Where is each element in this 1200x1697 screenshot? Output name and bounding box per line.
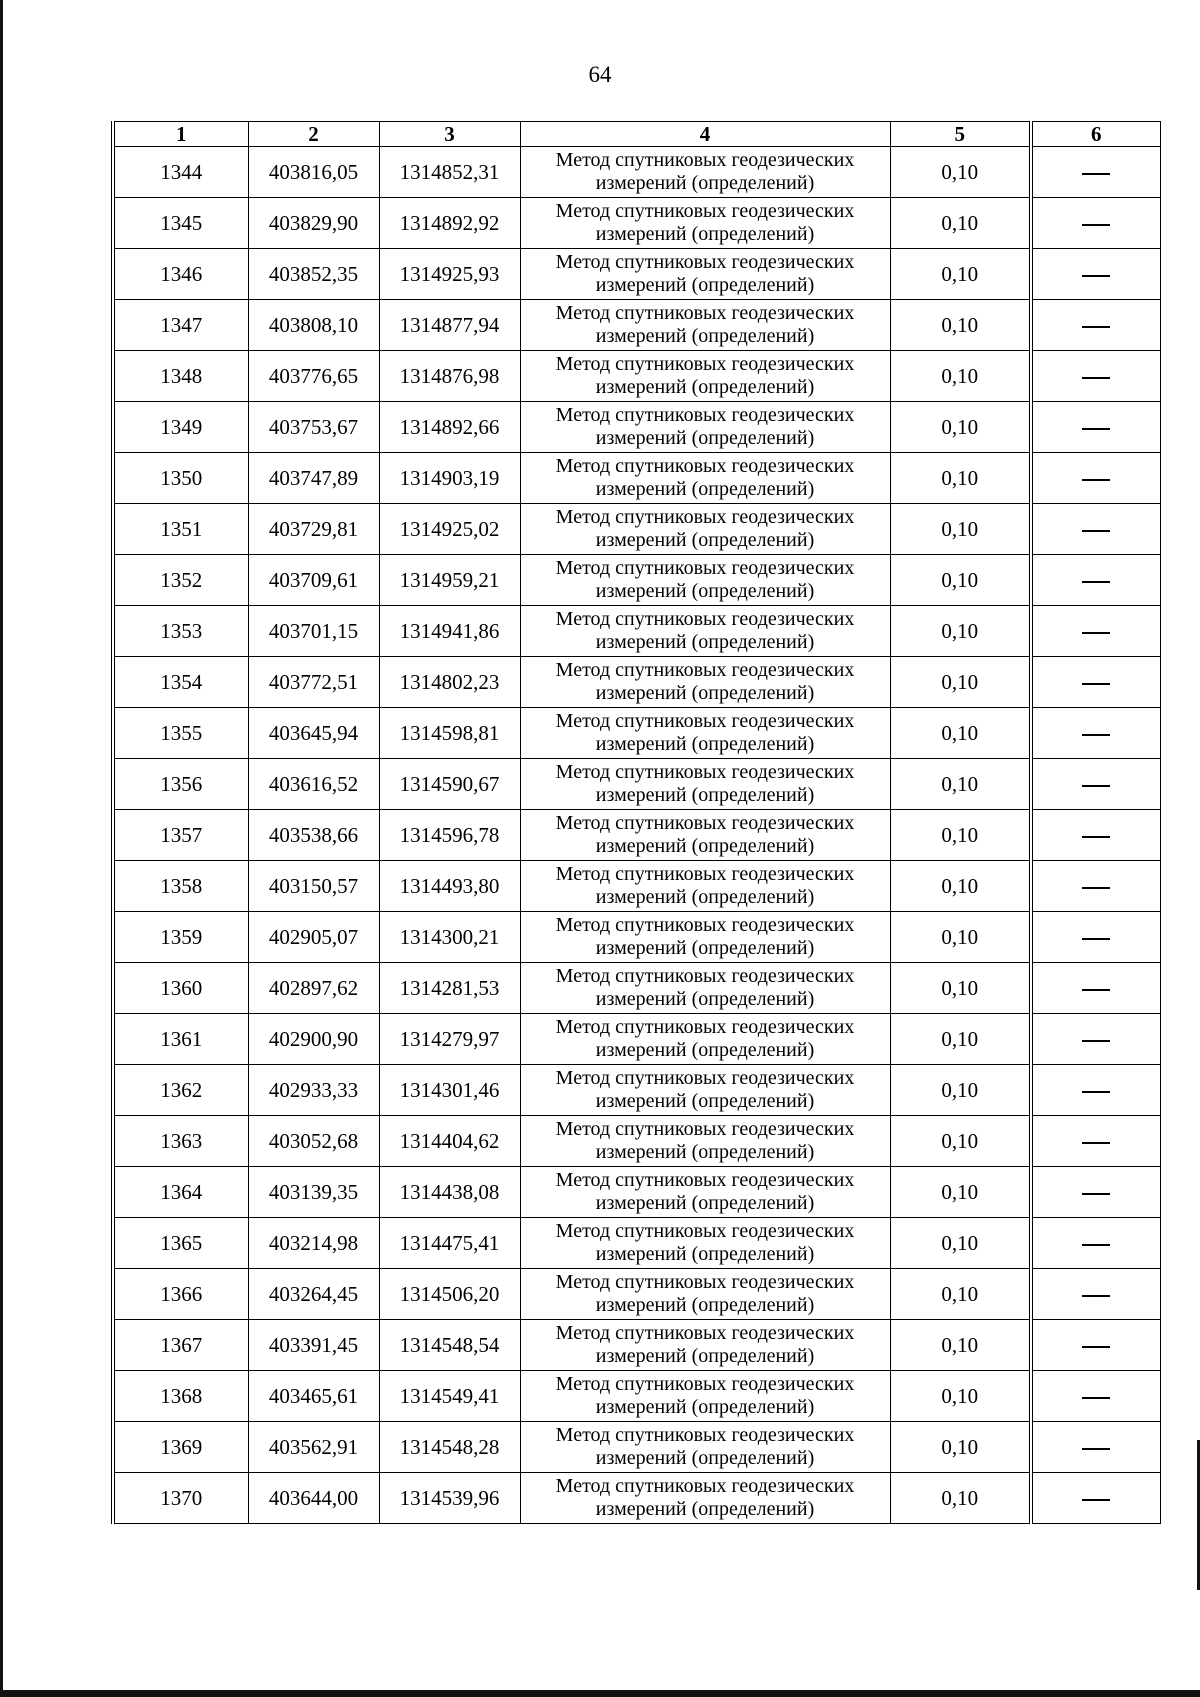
cell-coordinate-y: 1314493,80 xyxy=(379,861,520,912)
dash-mark xyxy=(1082,785,1110,787)
cell-point-number: 1353 xyxy=(113,606,248,657)
cell-note xyxy=(1031,147,1160,198)
dash-mark xyxy=(1082,887,1110,889)
cell-point-number: 1349 xyxy=(113,402,248,453)
cell-method: Метод спутниковых геодезических измерений (определений) xyxy=(520,1218,890,1269)
cell-accuracy: 0,10 xyxy=(890,1065,1031,1116)
cell-accuracy: 0,10 xyxy=(890,1371,1031,1422)
cell-accuracy: 0,10 xyxy=(890,351,1031,402)
cell-method: Метод спутниковых геодезических измерений (определений) xyxy=(520,504,890,555)
cell-note xyxy=(1031,1014,1160,1065)
cell-coordinate-y: 1314959,21 xyxy=(379,555,520,606)
table-row xyxy=(113,1014,1160,1065)
cell-point-number: 1364 xyxy=(113,1167,248,1218)
cell-coordinate-x: 403747,89 xyxy=(248,453,379,504)
cell-point-number: 1347 xyxy=(113,300,248,351)
cell-method: Метод спутниковых геодезических измерений (определений) xyxy=(520,402,890,453)
cell-accuracy: 0,10 xyxy=(890,963,1031,1014)
cell-coordinate-x: 403150,57 xyxy=(248,861,379,912)
table-row xyxy=(113,1473,1160,1524)
cell-method: Метод спутниковых геодезических измерений (определений) xyxy=(520,1320,890,1371)
cell-accuracy: 0,10 xyxy=(890,1422,1031,1473)
scan-edge-bottom xyxy=(0,1690,1200,1697)
page-number: 64 xyxy=(588,62,612,87)
cell-point-number: 1369 xyxy=(113,1422,248,1473)
cell-coordinate-y: 1314548,54 xyxy=(379,1320,520,1371)
table-row xyxy=(113,657,1160,708)
cell-coordinate-y: 1314539,96 xyxy=(379,1473,520,1524)
cell-accuracy: 0,10 xyxy=(890,147,1031,198)
cell-point-number: 1352 xyxy=(113,555,248,606)
cell-method: Метод спутниковых геодезических измерений (определений) xyxy=(520,912,890,963)
cell-accuracy: 0,10 xyxy=(890,1269,1031,1320)
cell-accuracy: 0,10 xyxy=(890,1014,1031,1065)
cell-method: Метод спутниковых геодезических измерений (определений) xyxy=(520,708,890,759)
cell-method: Метод спутниковых геодезических измерений (определений) xyxy=(520,657,890,708)
cell-point-number: 1360 xyxy=(113,963,248,1014)
dash-mark xyxy=(1082,1193,1110,1195)
cell-point-number: 1358 xyxy=(113,861,248,912)
cell-accuracy: 0,10 xyxy=(890,810,1031,861)
cell-point-number: 1356 xyxy=(113,759,248,810)
cell-coordinate-x: 403816,05 xyxy=(248,147,379,198)
coordinates-table xyxy=(111,121,1161,1524)
table-row xyxy=(113,402,1160,453)
cell-coordinate-x: 403264,45 xyxy=(248,1269,379,1320)
cell-accuracy: 0,10 xyxy=(890,453,1031,504)
cell-coordinate-y: 1314548,28 xyxy=(379,1422,520,1473)
cell-coordinate-y: 1314301,46 xyxy=(379,1065,520,1116)
cell-coordinate-x: 403052,68 xyxy=(248,1116,379,1167)
dash-mark xyxy=(1082,938,1110,940)
cell-point-number: 1370 xyxy=(113,1473,248,1524)
cell-coordinate-x: 403645,94 xyxy=(248,708,379,759)
cell-coordinate-y: 1314475,41 xyxy=(379,1218,520,1269)
cell-method: Метод спутниковых геодезических измерений (определений) xyxy=(520,300,890,351)
table-row xyxy=(113,147,1160,198)
cell-note xyxy=(1031,300,1160,351)
dash-mark xyxy=(1082,632,1110,634)
cell-note xyxy=(1031,351,1160,402)
cell-coordinate-y: 1314925,93 xyxy=(379,249,520,300)
cell-note xyxy=(1031,657,1160,708)
cell-accuracy: 0,10 xyxy=(890,1473,1031,1524)
cell-method: Метод спутниковых геодезических измерений (определений) xyxy=(520,1167,890,1218)
cell-accuracy: 0,10 xyxy=(890,1167,1031,1218)
dash-mark xyxy=(1082,377,1110,379)
cell-note xyxy=(1031,1269,1160,1320)
cell-point-number: 1363 xyxy=(113,1116,248,1167)
cell-method: Метод спутниковых геодезических измерений (определений) xyxy=(520,555,890,606)
dash-mark xyxy=(1082,275,1110,277)
cell-coordinate-y: 1314300,21 xyxy=(379,912,520,963)
cell-coordinate-y: 1314877,94 xyxy=(379,300,520,351)
cell-coordinate-y: 1314438,08 xyxy=(379,1167,520,1218)
cell-accuracy: 0,10 xyxy=(890,1116,1031,1167)
cell-point-number: 1361 xyxy=(113,1014,248,1065)
cell-point-number: 1345 xyxy=(113,198,248,249)
cell-coordinate-y: 1314596,78 xyxy=(379,810,520,861)
cell-method: Метод спутниковых геодезических измерений (определений) xyxy=(520,198,890,249)
cell-point-number: 1344 xyxy=(113,147,248,198)
cell-method: Метод спутниковых геодезических измерений (определений) xyxy=(520,1371,890,1422)
cell-coordinate-x: 403772,51 xyxy=(248,657,379,708)
cell-accuracy: 0,10 xyxy=(890,504,1031,555)
dash-mark xyxy=(1082,1448,1110,1450)
cell-method: Метод спутниковых геодезических измерений (определений) xyxy=(520,351,890,402)
cell-coordinate-x: 403562,91 xyxy=(248,1422,379,1473)
cell-method: Метод спутниковых геодезических измерений (определений) xyxy=(520,606,890,657)
cell-point-number: 1348 xyxy=(113,351,248,402)
cell-accuracy: 0,10 xyxy=(890,912,1031,963)
dash-mark xyxy=(1082,224,1110,226)
table-row xyxy=(113,300,1160,351)
table-row xyxy=(113,555,1160,606)
cell-note xyxy=(1031,198,1160,249)
cell-coordinate-x: 403808,10 xyxy=(248,300,379,351)
cell-coordinate-y: 1314892,66 xyxy=(379,402,520,453)
dash-mark xyxy=(1082,1295,1110,1297)
cell-method: Метод спутниковых геодезических измерений (определений) xyxy=(520,759,890,810)
cell-coordinate-x: 403709,61 xyxy=(248,555,379,606)
table-row xyxy=(113,1269,1160,1320)
cell-coordinate-y: 1314941,86 xyxy=(379,606,520,657)
cell-point-number: 1365 xyxy=(113,1218,248,1269)
cell-note xyxy=(1031,759,1160,810)
table-row xyxy=(113,759,1160,810)
table-row xyxy=(113,351,1160,402)
cell-coordinate-x: 403776,65 xyxy=(248,351,379,402)
cell-note xyxy=(1031,249,1160,300)
cell-note xyxy=(1031,1320,1160,1371)
cell-method: Метод спутниковых геодезических измерений (определений) xyxy=(520,147,890,198)
header-col-2: 2 xyxy=(248,122,379,147)
dash-mark xyxy=(1082,1244,1110,1246)
table-row xyxy=(113,1218,1160,1269)
cell-accuracy: 0,10 xyxy=(890,249,1031,300)
cell-coordinate-y: 1314404,62 xyxy=(379,1116,520,1167)
dash-mark xyxy=(1082,530,1110,532)
cell-coordinate-x: 403852,35 xyxy=(248,249,379,300)
cell-note xyxy=(1031,402,1160,453)
table-row xyxy=(113,1422,1160,1473)
dash-mark xyxy=(1082,1040,1110,1042)
cell-coordinate-x: 402897,62 xyxy=(248,963,379,1014)
cell-coordinate-y: 1314802,23 xyxy=(379,657,520,708)
cell-accuracy: 0,10 xyxy=(890,759,1031,810)
table-body xyxy=(113,147,1160,1524)
cell-point-number: 1359 xyxy=(113,912,248,963)
cell-coordinate-y: 1314549,41 xyxy=(379,1371,520,1422)
cell-coordinate-y: 1314506,20 xyxy=(379,1269,520,1320)
dash-mark xyxy=(1082,173,1110,175)
table-header-row xyxy=(113,122,1160,147)
cell-point-number: 1367 xyxy=(113,1320,248,1371)
cell-accuracy: 0,10 xyxy=(890,861,1031,912)
dash-mark xyxy=(1082,683,1110,685)
table-row xyxy=(113,453,1160,504)
cell-method: Метод спутниковых геодезических измерений (определений) xyxy=(520,861,890,912)
table-row xyxy=(113,1167,1160,1218)
cell-accuracy: 0,10 xyxy=(890,708,1031,759)
cell-coordinate-x: 402905,07 xyxy=(248,912,379,963)
cell-coordinate-y: 1314279,97 xyxy=(379,1014,520,1065)
table-row xyxy=(113,810,1160,861)
cell-note xyxy=(1031,555,1160,606)
dash-mark xyxy=(1082,428,1110,430)
cell-point-number: 1351 xyxy=(113,504,248,555)
dash-mark xyxy=(1082,581,1110,583)
cell-note xyxy=(1031,1116,1160,1167)
cell-coordinate-x: 403616,52 xyxy=(248,759,379,810)
cell-coordinate-y: 1314903,19 xyxy=(379,453,520,504)
header-col-6: 6 xyxy=(1031,122,1160,147)
cell-note xyxy=(1031,963,1160,1014)
cell-point-number: 1368 xyxy=(113,1371,248,1422)
cell-coordinate-x: 403139,35 xyxy=(248,1167,379,1218)
cell-accuracy: 0,10 xyxy=(890,198,1031,249)
dash-mark xyxy=(1082,479,1110,481)
cell-point-number: 1362 xyxy=(113,1065,248,1116)
cell-method: Метод спутниковых геодезических измерений (определений) xyxy=(520,1422,890,1473)
cell-note xyxy=(1031,1371,1160,1422)
cell-method: Метод спутниковых геодезических измерений (определений) xyxy=(520,963,890,1014)
dash-mark xyxy=(1082,1346,1110,1348)
cell-method: Метод спутниковых геодезических измерений (определений) xyxy=(520,810,890,861)
cell-point-number: 1355 xyxy=(113,708,248,759)
cell-coordinate-y: 1314925,02 xyxy=(379,504,520,555)
cell-point-number: 1366 xyxy=(113,1269,248,1320)
cell-point-number: 1354 xyxy=(113,657,248,708)
cell-coordinate-x: 403214,98 xyxy=(248,1218,379,1269)
cell-method: Метод спутниковых геодезических измерений (определений) xyxy=(520,249,890,300)
dash-mark xyxy=(1082,836,1110,838)
cell-coordinate-x: 403753,67 xyxy=(248,402,379,453)
table-row xyxy=(113,708,1160,759)
cell-point-number: 1346 xyxy=(113,249,248,300)
dash-mark xyxy=(1082,1091,1110,1093)
cell-method: Метод спутниковых геодезических измерений (определений) xyxy=(520,1065,890,1116)
cell-coordinate-x: 402933,33 xyxy=(248,1065,379,1116)
cell-method: Метод спутниковых геодезических измерений (определений) xyxy=(520,453,890,504)
table-row xyxy=(113,1116,1160,1167)
cell-coordinate-x: 403701,15 xyxy=(248,606,379,657)
dash-mark xyxy=(1082,1397,1110,1399)
table-row xyxy=(113,1320,1160,1371)
dash-mark xyxy=(1082,1499,1110,1501)
cell-method: Метод спутниковых геодезических измерений (определений) xyxy=(520,1269,890,1320)
cell-coordinate-x: 403729,81 xyxy=(248,504,379,555)
cell-coordinate-y: 1314590,67 xyxy=(379,759,520,810)
dash-mark xyxy=(1082,1142,1110,1144)
cell-point-number: 1357 xyxy=(113,810,248,861)
table-row xyxy=(113,912,1160,963)
header-col-4: 4 xyxy=(520,122,890,147)
cell-coordinate-x: 403391,45 xyxy=(248,1320,379,1371)
cell-coordinate-x: 402900,90 xyxy=(248,1014,379,1065)
cell-note xyxy=(1031,912,1160,963)
cell-accuracy: 0,10 xyxy=(890,300,1031,351)
table-row xyxy=(113,198,1160,249)
cell-accuracy: 0,10 xyxy=(890,1320,1031,1371)
cell-accuracy: 0,10 xyxy=(890,402,1031,453)
cell-coordinate-x: 403644,00 xyxy=(248,1473,379,1524)
scan-edge-left xyxy=(0,0,3,1697)
cell-note xyxy=(1031,1218,1160,1269)
dash-mark xyxy=(1082,326,1110,328)
cell-note xyxy=(1031,606,1160,657)
cell-method: Метод спутниковых геодезических измерений (определений) xyxy=(520,1014,890,1065)
header-col-5: 5 xyxy=(890,122,1031,147)
table-row xyxy=(113,606,1160,657)
cell-method: Метод спутниковых геодезических измерений (определений) xyxy=(520,1116,890,1167)
header-col-3: 3 xyxy=(379,122,520,147)
cell-coordinate-x: 403829,90 xyxy=(248,198,379,249)
cell-note xyxy=(1031,861,1160,912)
cell-note xyxy=(1031,708,1160,759)
cell-accuracy: 0,10 xyxy=(890,555,1031,606)
table-row xyxy=(113,963,1160,1014)
header-col-1: 1 xyxy=(113,122,248,147)
dash-mark xyxy=(1082,734,1110,736)
cell-accuracy: 0,10 xyxy=(890,657,1031,708)
table-row xyxy=(113,1371,1160,1422)
dash-mark xyxy=(1082,989,1110,991)
cell-note xyxy=(1031,504,1160,555)
table-row xyxy=(113,861,1160,912)
cell-coordinate-y: 1314876,98 xyxy=(379,351,520,402)
cell-point-number: 1350 xyxy=(113,453,248,504)
cell-coordinate-x: 403538,66 xyxy=(248,810,379,861)
cell-note xyxy=(1031,1422,1160,1473)
cell-note xyxy=(1031,1167,1160,1218)
table-row xyxy=(113,1065,1160,1116)
cell-coordinate-y: 1314852,31 xyxy=(379,147,520,198)
table-row xyxy=(113,249,1160,300)
cell-method: Метод спутниковых геодезических измерений (определений) xyxy=(520,1473,890,1524)
table-row xyxy=(113,504,1160,555)
cell-coordinate-y: 1314281,53 xyxy=(379,963,520,1014)
cell-note xyxy=(1031,810,1160,861)
cell-note xyxy=(1031,453,1160,504)
cell-coordinate-y: 1314892,92 xyxy=(379,198,520,249)
cell-note xyxy=(1031,1065,1160,1116)
cell-accuracy: 0,10 xyxy=(890,606,1031,657)
cell-coordinate-y: 1314598,81 xyxy=(379,708,520,759)
cell-coordinate-x: 403465,61 xyxy=(248,1371,379,1422)
cell-accuracy: 0,10 xyxy=(890,1218,1031,1269)
cell-note xyxy=(1031,1473,1160,1524)
